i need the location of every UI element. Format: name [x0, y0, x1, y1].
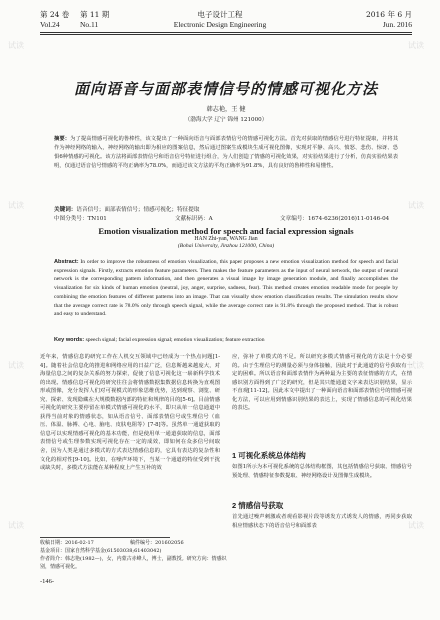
authors-zh: 韩志艳，王 健: [206, 106, 246, 113]
section-1-text: 如图1所示为本可视化系统的总体结构框图，其包括情感信号获取、情感信号预处理、情感特征参数提取、神经网络设计及图像生成模块。: [232, 464, 412, 479]
section-2-title: 2 情感信号获取: [232, 501, 284, 510]
watermark: 试读: [408, 201, 424, 210]
date-zh: 2016 年 6 月: [365, 10, 412, 19]
affiliation-en: (Bohai University, Jinzhou 121000, China): [177, 243, 275, 249]
affiliation-zh: （渤海大学 辽宁 锦州 121000）: [184, 117, 268, 123]
watermark: 试读: [8, 361, 24, 370]
watermark: 试读: [408, 361, 424, 370]
watermark: 试读: [8, 201, 24, 210]
article-number: 文章编号：1674-6236(2016)11-0146-04: [280, 216, 390, 222]
volume-zh: 第 24 卷: [40, 10, 70, 19]
keywords-zh-text: 语音信号；面部表情信号；情感可视化；特征提取: [76, 207, 200, 213]
abstract-zh: [54, 135, 398, 171]
volume-en: Vol.24: [40, 20, 60, 29]
date-en: Jun. 2016: [382, 20, 412, 29]
authors-en: HAN Zhi-yan, WANG Jian: [194, 236, 258, 242]
abstract-en-label: Abstract:: [54, 259, 79, 265]
issue-zh: 第 11 期: [80, 10, 110, 19]
paper-title-zh: 面向语音与面部表情信号的情感可视化方法: [73, 80, 378, 98]
keywords-zh-label: 关键词：: [54, 207, 77, 213]
fund-project: 基金项目：国家自然科学基金(61503038;61403042): [40, 548, 162, 554]
watermark: 试读: [8, 41, 24, 50]
journal-name-en: Electronic Design Engineering: [173, 20, 267, 29]
footnote-rule: [40, 537, 170, 538]
keywords-en-text: speech signal; facial expression signal; emotion visualization; feature extraction: [85, 337, 265, 343]
journal-name-zh: 电子设计工程: [197, 10, 243, 19]
section-1-title: 1 可视化系统总体结构: [232, 451, 306, 460]
abstract-en-text: In order to improve the robustness of emotion visualization, this paper proposes a new emotion visualization method for speech and facial expression signals. Firstly, extracts emotion feature parameters. Then makes the feature parameters as the input of neural network, the output of neural network is the corresponding pattern information, and then generates a visual image by image generation module, and finally accomplishes the visualization for six kinds of human emotion (neutral, joy, anger, surprise, sadness, fear). This method creates emotion readable mode for people by combining the emotion features of different patterns into an image. That can visually show emotion classification results. The simulation results show that the average correct rate is 78.0% only through speech signal, while the average correct rate is 91.8% through the proposed method. That is robust and easy to understand.: [54, 259, 398, 318]
document-code: 文献标识码：A: [175, 216, 213, 222]
intro-right-column: 应，弥补了单模式的不足。所以研究多模式情感可视化的方法是十分必要的。由于生理信号的测量必须与身体接触，因此对于此通道的信号获取有一定的困难。所以语音和面部表情作为两种最为主要的表征情感的方式，在情感识别方面得到了广泛的研究，但是其只能通道文字来表达识别结果，显示不直观[11-12]。因此本文中提出了一种面向语音和面部表情信号的情感可视化方法，可以应用到情感识别结果的表达上，实现了情感信息的可视化结果的表达。: [232, 354, 412, 412]
author-bio: 作者简介：韩志艳(1982—)，女，内蒙古赤峰人，博士，副教授。研究方向：情感识别，情感可视化。: [40, 556, 227, 570]
watermark: 试读: [8, 521, 24, 530]
watermark: 试读: [408, 521, 424, 530]
abstract-en: [54, 258, 398, 319]
header-rule: [40, 32, 412, 33]
keywords-en-label: Key words:: [54, 337, 85, 343]
header-rule-thin: [40, 34, 412, 35]
received-date: 收稿日期：2016-02-17: [40, 540, 94, 546]
intro-left-column: 近年来，情感信息的研究工作在人机交互领域中已经成为一个热点问题[1-4]。随着社会信息化的推进和网络应用的日益广泛，信息斯越来越庞大，对海量信息之间的复杂关系的努力探索，促使了信息可视化这一崭新科学技术的出现。情感信息可视化的研究往往会将情感数据集数据信息转换为直观图形或图像，充分发挥人们对可视模式的形象思维优势，达到观察、浏览、研究、探索、发现隐藏在大规模数据内部的特征和规律的目的[5-6]。目前情感可视化的研究主要停留在单模式情感可视化的水平，即只从单一信息通道中获得当前对象的情感状态，如从语音信号、面部表情信号或生理信号（血压、体温、脉搏、心电、脑电、皮肤电阻等）[7-8]等。虽然单一通道获取的信息可以实现情感可视化的基本功能，但是使用单一通道获取的信息，面部表情信号或生理参数实现可视化存在一定的成效，即如何在众多信号间取舍，因为人类是通过多模式的方式表达情感信息的，它具有表达的复杂性和文化的相对性[9-10]。比如，在噪声环境下，当某一个通道的特征受到干扰或缺失时，多模式方法能在某种程度上产生互补的效: [40, 354, 220, 472]
abstract-zh-label: 摘要：: [54, 136, 71, 142]
issue-en: No.11: [80, 20, 99, 29]
page-number: -146-: [40, 578, 55, 585]
manuscript-number: 稿件编号：201602056: [130, 540, 184, 546]
section-2-text: 首先通过噪声刺激或者观看影视片段等诱发方式诱发人的情感，再同步获取相应情感状态下的语音信号和面部表: [232, 514, 412, 529]
keywords-en: [54, 336, 398, 344]
paper-title-en: Emotion visualization method for speech and facial expression signals: [98, 226, 354, 236]
clc-number: 中图分类号：TN101: [54, 216, 107, 222]
abstract-zh-text: 为了提高情感可视化的鲁棒性，该文提出了一种面向语音与面部表情信号的情感可视化方法。首先对获取的情感信号进行特征提取，并将其作为神经网络的输入，神经网络的输出即为相应的图案信息，然后通过图案生成模块生成可视化图像，实现对平静、高兴、愤怒、悲伤、惊讶、恐惧6种情感的可视化。该方法将面部表情信号和语音信号特征进行组合，为人们创造了情感的可视化效果，对实验结果进行了分析，仿真实验结果表明，仅通过语音信号情感的平均正确率为78.0%，而通过该文方法的平均正确率为91.8%，具有良好的鲁棒性和易懂性。: [54, 136, 398, 169]
watermark: 试读: [408, 41, 424, 50]
keywords-zh: [54, 206, 398, 214]
